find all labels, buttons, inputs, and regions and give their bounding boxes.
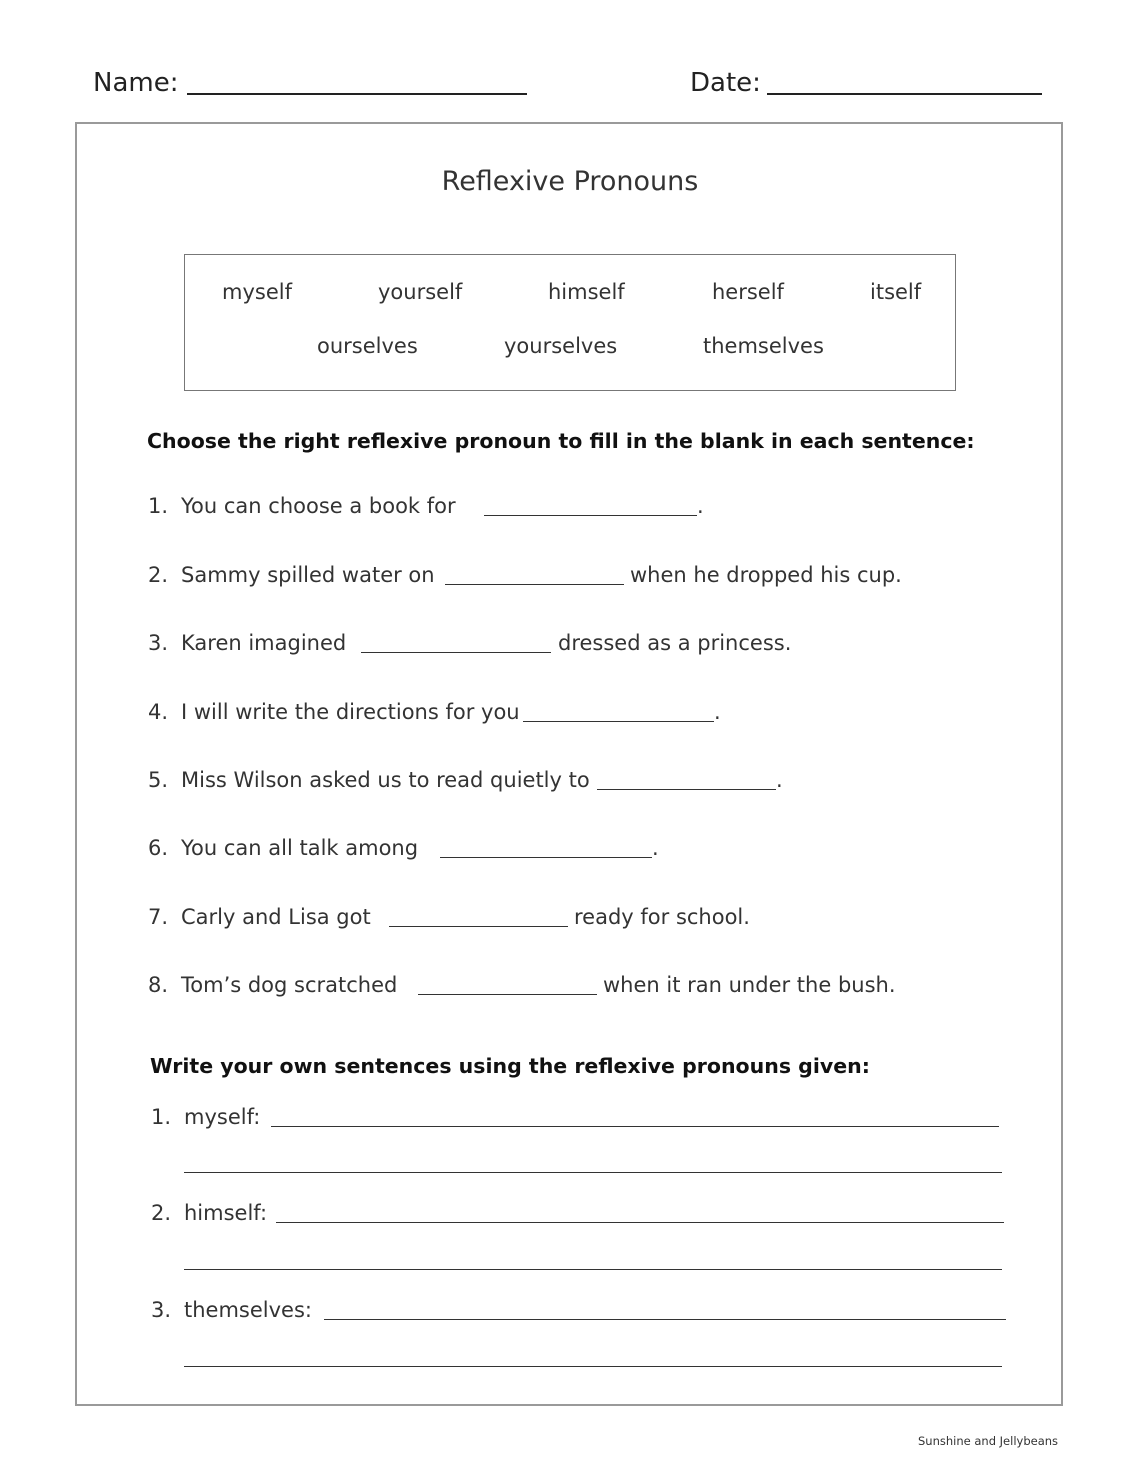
name-field[interactable] [187, 93, 527, 95]
question-number: 4. [148, 700, 169, 724]
sentence-number: 2. [151, 1201, 172, 1225]
worksheet-title: Reflexive Pronouns [441, 166, 699, 197]
question-text-end: ready for school. [574, 905, 750, 929]
name-label: Name: [93, 68, 179, 98]
word-bank-item: yourselves [504, 334, 618, 358]
question-number: 2. [148, 563, 169, 587]
sentence-number: 1. [151, 1105, 172, 1129]
question-text-end: . [697, 494, 704, 518]
word-bank-item: itself [870, 280, 922, 304]
question-text: You can all talk among [181, 836, 419, 860]
question-text-end: dressed as a princess. [558, 631, 792, 655]
sentence-word: myself: [184, 1105, 261, 1129]
word-bank-item: herself [712, 280, 784, 304]
sentence-word: himself: [184, 1201, 268, 1225]
answer-blank[interactable] [389, 926, 568, 927]
question-text: I will write the directions for you [181, 700, 520, 724]
sentence-line[interactable] [276, 1222, 1004, 1223]
question-text-end: . [652, 836, 659, 860]
answer-blank[interactable] [484, 515, 697, 516]
word-bank-item: himself [548, 280, 625, 304]
sentence-line[interactable] [184, 1172, 1002, 1173]
word-bank [184, 254, 956, 391]
question-number: 1. [148, 494, 169, 518]
question-number: 7. [148, 905, 169, 929]
sentence-line[interactable] [324, 1319, 1006, 1320]
date-field[interactable] [767, 93, 1042, 95]
sentence-line[interactable] [271, 1126, 999, 1127]
word-bank-item: myself [222, 280, 292, 304]
answer-blank[interactable] [418, 994, 597, 995]
question-text-end: . [776, 768, 783, 792]
answer-blank[interactable] [445, 584, 624, 585]
question-number: 8. [148, 973, 169, 997]
answer-blank[interactable] [440, 857, 652, 858]
question-text: Miss Wilson asked us to read quietly to [181, 768, 590, 792]
question-text-end: . [714, 700, 721, 724]
question-text: You can choose a book for [181, 494, 456, 518]
word-bank-item: themselves [703, 334, 824, 358]
answer-blank[interactable] [597, 789, 776, 790]
question-text-end: when it ran under the bush. [603, 973, 896, 997]
question-text-end: when he dropped his cup. [630, 563, 902, 587]
word-bank-item: ourselves [317, 334, 418, 358]
question-number: 6. [148, 836, 169, 860]
date-label: Date: [690, 68, 761, 98]
sentence-line[interactable] [184, 1366, 1002, 1367]
sentence-word: themselves: [184, 1298, 312, 1322]
part2-instruction: Write your own sentences using the reflexive pronouns given: [150, 1054, 870, 1078]
sentence-number: 3. [151, 1298, 172, 1322]
question-number: 3. [148, 631, 169, 655]
question-text: Sammy spilled water on [181, 563, 435, 587]
answer-blank[interactable] [361, 652, 551, 653]
part1-instruction: Choose the right reflexive pronoun to fill in the blank in each sentence: [147, 429, 975, 453]
footer-credit: Sunshine and Jellybeans [918, 1434, 1059, 1448]
question-text: Carly and Lisa got [181, 905, 371, 929]
question-text: Karen imagined [181, 631, 347, 655]
question-number: 5. [148, 768, 169, 792]
answer-blank[interactable] [523, 721, 714, 722]
word-bank-item: yourself [378, 280, 463, 304]
sentence-line[interactable] [184, 1269, 1002, 1270]
question-text: Tom’s dog scratched [181, 973, 398, 997]
